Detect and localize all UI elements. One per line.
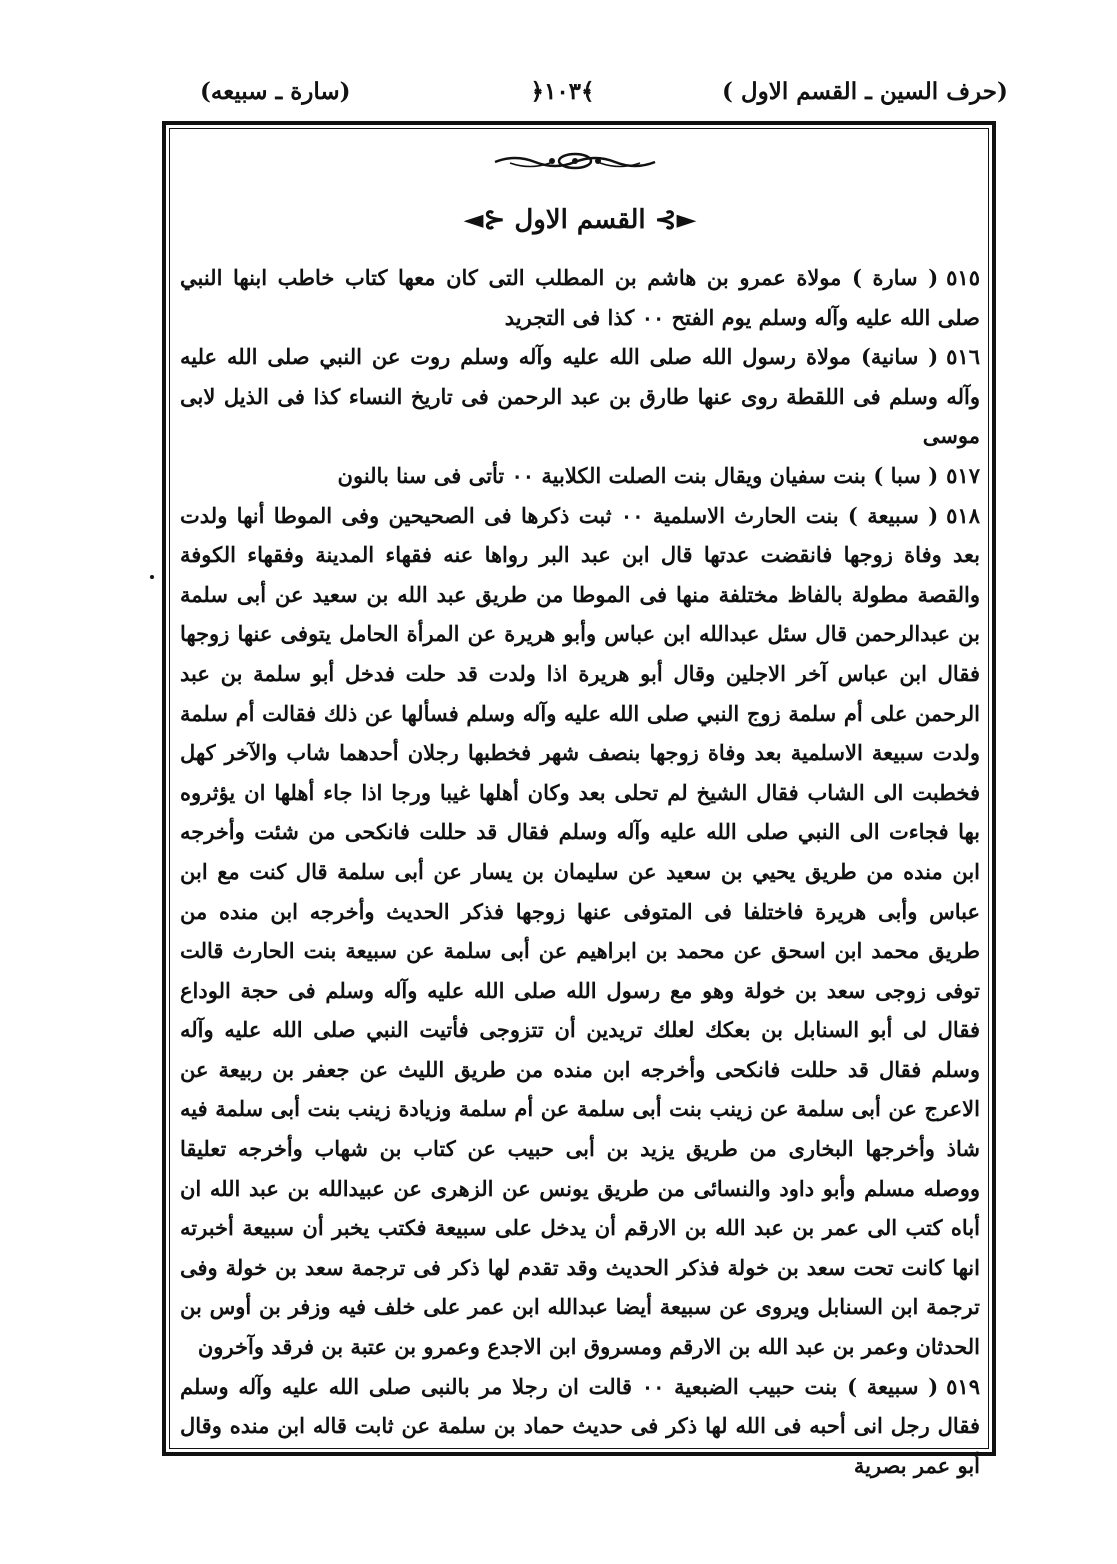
running-header-section: ( حرف السين ـ القسم الاول) xyxy=(722,78,1008,105)
margin-dot xyxy=(150,575,154,579)
entry-519 xyxy=(180,1367,980,1486)
entry-text: ( سبيعة ) بنت الحارث الاسلمية ٠٠ ثبت ذكرها فى الصحيحين وفى الموطا أنها ولدت بعد وفاة زوجها فانقضت عدتها قال ابن عبد البر رواها عنه فقهاء المدينة وفقهاء الكوفة والقصة مطولة بالفاظ مختلفة منها فى الموطا من طريق عبد الله بن سعيد عن أبى سلمة بن عبدالرحمن قال سئل عبدالله ابن عباس وأبو هريرة عن المرأة الحامل يتوفى عنها زوجها فقال ابن عباس آخر الاجلين وقال أبو هريرة اذا ولدت قد حلت فدخل أبو سلمة بن عبد الرحمن على أم سلمة زوج النبي صلى الله عليه وآله وسلم فسألها عن ذلك فقالت أم سلمة ولدت سبيعة الاسلمية بعد وفاة زوجها بنصف شهر فخطبها رجلان أحدهما شاب والآخر كهل فخطبت الى الشاب فقال الشيخ لم تحلى بعد وكان أهلها غيبا ورجا اذا جاء أهلها ان يؤثروه بها فجاءت الى النبي صلى الله عليه وآله وسلم فقال قد حللت فانكحى من شئت وأخرجه ابن منده من طريق يحيي بن سعيد عن سليمان بن يسار عن أبى سلمة قال كنت مع ابن عباس وأبى هريرة فاختلفا فى المتوفى عنها زوجها فذكر الحديث وأخرجه ابن منده من طريق محمد ابن اسحق عن محمد بن ابراهيم عن أبى سلمة عن سبيعة بنت الحارث قالت توفى زوجى سعد بن خولة وهو مع رسول الله صلى الله عليه وآله وسلم فى حجة الوداع فقال لى أبو السنابل بن بعكك لعلك تريدين أن تتزوجى فأتيت النبي صلى الله عليه وآله وسلم فقال قد حللت فانكحى وأخرجه ابن منده من طريق الليث عن جعفر بن ربيعة عن الاعرج عن أبى سلمة عن زينب بنت أبى سلمة عن أم سلمة وزيادة زينب بنت أبى سلمة فيه شاذ وأخرجها البخارى من طريق يزيد بن أبى حبيب عن كتاب بن شهاب وأخرجه تعليقا ووصله مسلم وأبو داود والنسائى من طريق يونس عن الزهرى عن عبيدالله بن عبد الله ان أباه كتب الى عمر بن عبد الله بن الارقم أن يدخل على سبيعة فكتب يخبر أن سبيعة أخبرته انها كانت تحت سعد بن خولة فذكر الحديث وقد تقدم لها ذكر فى ترجمة سعد بن خولة وفى ترجمة ابن السنابل ويروى عن سبيعة أيضا عبدالله ابن عمر على خلف فيه وزفر بن أوس بن الحدثان وعمر بن عبد الله بن الارقم ومسروق ابن الاجدع وعمرو بن عتبة بن فرقد وآخرون xyxy=(180,502,980,1360)
entry-number: ٥١٧ xyxy=(946,462,980,488)
section-title xyxy=(430,205,730,235)
running-header-entries: (سارة ـ سبيعه) xyxy=(200,78,351,105)
entry-text: ( سبيعة ) بنت حبيب الضبعية ٠٠ قالت ان رجلا مر بالنبى صلى الله عليه وآله وسلم فقال رجل انى أحبه فى الله لها ذكر فى حديث حماد بن سلمة عن ثابت قاله ابن منده وقال أبو عمر بصرية xyxy=(180,1373,980,1478)
title-ornament-left-icon: ◄⊱ xyxy=(463,205,515,235)
entry-515 xyxy=(180,258,980,337)
page-number: ﴿١٠٣﴾ xyxy=(530,78,595,105)
entry-518 xyxy=(180,496,980,1367)
entry-516 xyxy=(180,337,980,456)
entry-number: ٥١٨ xyxy=(946,502,980,528)
section-title-text: القسم الاول xyxy=(514,205,646,235)
ornament-divider xyxy=(490,150,660,172)
entry-number: ٥١٥ xyxy=(946,265,980,290)
entry-number: ٥١٦ xyxy=(946,344,980,370)
body-text xyxy=(180,258,980,1485)
entry-number: ٥١٩ xyxy=(946,1373,980,1399)
title-ornament-right-icon: ⊰► xyxy=(645,205,697,235)
entry-text: ( سارة ) مولاة عمرو بن هاشم بن المطلب التى كان معها كتاب خاطب ابنها النبي صلى الله عليه وآله وسلم يوم الفتح ٠٠ كذا فى التجريد xyxy=(180,265,980,330)
entry-text: ( سانية) مولاة رسول الله صلى الله عليه وآله وسلم روت عن النبي صلى الله عليه وآله وسلم فى اللقطة روى عنها طارق بن عبد الرحمن فى تاريخ النساء كذا فى الذيل لابى موسى xyxy=(180,344,980,449)
entry-517 xyxy=(180,456,980,496)
entry-text: ( سبا ) بنت سفيان ويقال بنت الصلت الكلابية ٠٠ تأتى فى سنا بالنون xyxy=(337,462,939,488)
